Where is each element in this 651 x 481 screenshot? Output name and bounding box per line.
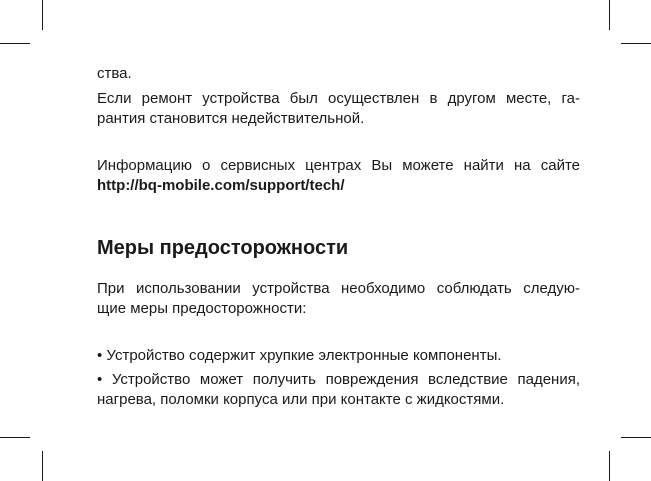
bullet-item: • Устройство содержит хрупкие электронные компоненты. bbox=[97, 347, 502, 364]
crop-mark bbox=[42, 451, 43, 481]
bullet-line: нагрева, поломки корпуса или при контакте с жидкостями. bbox=[97, 391, 505, 408]
warranty-line: Если ремонт устройства был осуществлен в другом месте, га- bbox=[97, 90, 580, 107]
intro-paragraph bbox=[97, 279, 580, 319]
document-page bbox=[97, 64, 580, 410]
intro-line: При использовании устройства необходимо соблюдать следую- bbox=[97, 280, 580, 297]
crop-mark bbox=[42, 0, 43, 30]
warranty-paragraph bbox=[97, 89, 580, 129]
bullet-line: • Устройство может получить повреждения вследствие падения, bbox=[97, 371, 580, 388]
service-url-link[interactable]: http://bq-mobile.com/support/tech/ bbox=[97, 177, 345, 194]
crop-mark bbox=[609, 0, 610, 30]
intro-line: щие меры предосторожности: bbox=[97, 300, 307, 317]
section-heading: Меры предосторожности bbox=[97, 237, 349, 259]
crop-mark bbox=[0, 437, 30, 438]
crop-mark bbox=[0, 43, 30, 44]
crop-mark bbox=[621, 43, 651, 44]
bullet-item bbox=[97, 370, 580, 410]
warranty-line: рантия становится недействительной. bbox=[97, 110, 365, 127]
service-line: Информацию о сервисных центрах Вы можете найти на сайте bbox=[97, 157, 580, 174]
crop-mark bbox=[609, 451, 610, 481]
continuation-text: ства. bbox=[97, 65, 132, 82]
crop-mark bbox=[621, 437, 651, 438]
service-paragraph bbox=[97, 156, 580, 196]
